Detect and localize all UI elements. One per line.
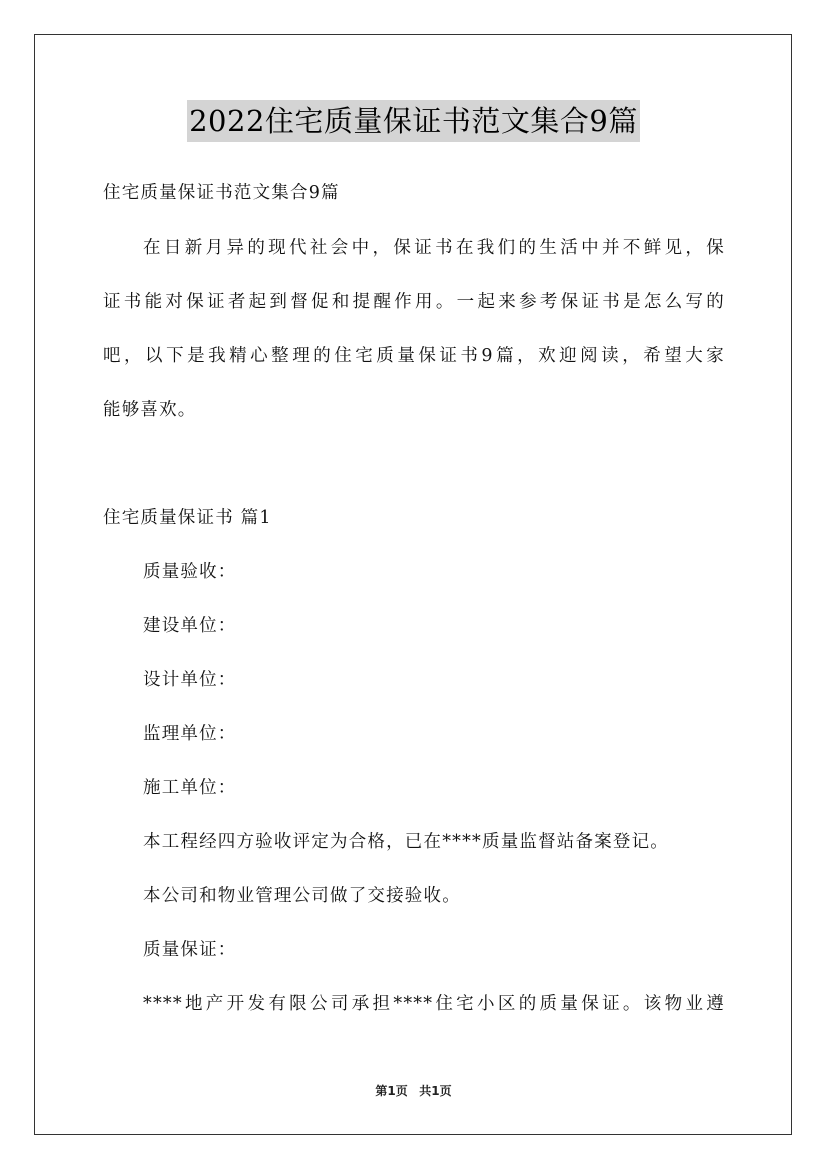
page-number: 第1页 bbox=[375, 1084, 408, 1098]
title-container bbox=[0, 100, 827, 142]
document-title: 2022住宅质量保证书范文集合9篇 bbox=[187, 100, 640, 142]
design-unit-label: 设计单位： bbox=[143, 670, 237, 690]
guarantee-statement: ****地产开发有限公司承担****住宅小区的质量保证。该物业遵 bbox=[143, 994, 725, 1014]
page-footer bbox=[0, 1083, 827, 1099]
section-heading: 住宅质量保证书 篇1 bbox=[103, 508, 272, 528]
acceptance-statement: 本工程经四方验收评定为合格，已在****质量监督站备案登记。 bbox=[143, 832, 669, 852]
intro-line-1: 在日新月异的现代社会中，保证书在我们的生活中并不鲜见，保 bbox=[143, 238, 725, 258]
quality-acceptance-label: 质量验收： bbox=[143, 562, 237, 582]
document-subtitle: 住宅质量保证书范文集合9篇 bbox=[103, 183, 340, 203]
page-total: 共1页 bbox=[419, 1084, 452, 1098]
intro-line-4: 能够喜欢。 bbox=[103, 400, 197, 420]
intro-line-2: 证书能对保证者起到督促和提醒作用。一起来参考保证书是怎么写的 bbox=[103, 292, 725, 312]
construction-unit-label: 建设单位： bbox=[143, 616, 237, 636]
contractor-unit-label: 施工单位： bbox=[143, 778, 237, 798]
quality-guarantee-label: 质量保证： bbox=[143, 940, 237, 960]
intro-line-3: 吧，以下是我精心整理的住宅质量保证书9篇，欢迎阅读，希望大家 bbox=[103, 346, 725, 366]
handover-statement: 本公司和物业管理公司做了交接验收。 bbox=[143, 886, 461, 906]
supervision-unit-label: 监理单位： bbox=[143, 724, 237, 744]
